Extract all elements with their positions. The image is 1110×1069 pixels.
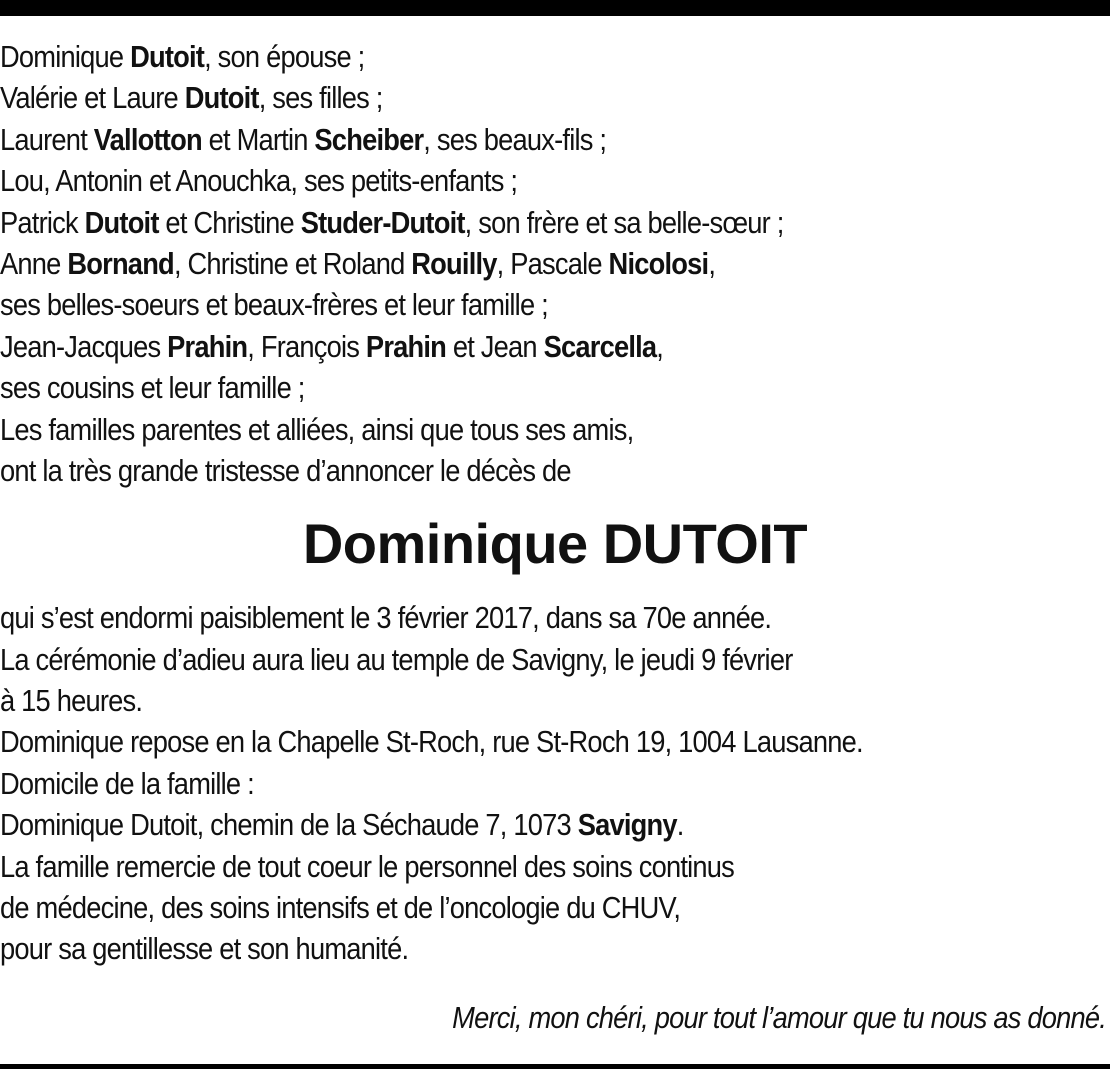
text-segment: , ses beaux-fils ;: [423, 121, 607, 157]
bold-name: Prahin: [167, 328, 248, 364]
text-segment: Dominique repose en la Chapelle St-Roch, rue St-Roch 19, 1004 Lausanne.: [0, 724, 863, 760]
bold-name: Dutoit: [130, 39, 205, 74]
bold-name: Nicolosi: [608, 245, 709, 281]
text-segment: , son épouse ;: [204, 39, 365, 74]
bold-name: Scheiber: [314, 121, 424, 157]
top-rule: [0, 0, 1110, 16]
text-segment: , son frère et sa belle-sœur ;: [464, 204, 784, 240]
family-list: [0, 36, 1110, 491]
text-segment: Patrick: [0, 204, 85, 240]
bold-name: Dutoit: [184, 80, 259, 116]
detail-line: [0, 680, 977, 721]
text-segment: Dominique Dutoit, chemin de la Séchaude 7, 1073: [0, 807, 578, 843]
notice-details: [0, 597, 1110, 970]
detail-line: [0, 721, 977, 762]
text-segment: ,: [708, 245, 716, 281]
detail-line: [0, 846, 977, 887]
detail-line: [0, 928, 977, 969]
text-segment: , ses filles ;: [258, 80, 383, 116]
family-line: [0, 367, 977, 408]
text-segment: à 15 heures.: [0, 683, 143, 719]
detail-line: [0, 763, 977, 804]
text-segment: ,: [656, 328, 664, 364]
text-segment: Domicile de la famille :: [0, 765, 254, 801]
family-line: [0, 119, 977, 160]
text-segment: pour sa gentillesse et son humanité.: [0, 931, 409, 967]
bold-name: Rouilly: [411, 245, 497, 281]
family-line: [0, 326, 977, 367]
deceased-name: Dominique DUTOIT: [302, 512, 808, 576]
family-line: [0, 36, 977, 77]
text-segment: Valérie et Laure: [0, 80, 185, 116]
text-segment: de médecine, des soins intensifs et de l’oncologie du CHUV,: [0, 890, 681, 926]
text-segment: La famille remercie de tout coeur le personnel des soins continus: [0, 848, 735, 884]
family-line: [0, 160, 977, 201]
text-segment: et Jean: [446, 328, 544, 364]
death-notice: [0, 36, 1110, 970]
bold-name: Prahin: [365, 328, 447, 364]
closing-message: Merci, mon chéri, pour tout l’amour que tu nous as donné.: [452, 1000, 1106, 1035]
family-line: [0, 77, 977, 118]
text-segment: , Christine et Roland: [173, 245, 412, 281]
text-segment: et Martin: [201, 121, 315, 157]
text-segment: Laurent: [0, 121, 94, 157]
text-segment: Lou, Antonin et Anouchka, ses petits-enfants ;: [0, 163, 518, 199]
text-segment: Les familles parentes et alliées, ainsi que tous ses amis,: [0, 411, 634, 447]
family-line: [0, 202, 977, 243]
family-line: [0, 409, 977, 450]
family-line: [0, 284, 977, 325]
text-segment: ont la très grande tristesse d’annoncer le décès de: [0, 452, 571, 488]
detail-line: [0, 887, 977, 928]
text-segment: qui s’est endormi paisiblement le 3 février 2017, dans sa 70e année.: [0, 600, 772, 636]
detail-line: [0, 804, 977, 845]
bottom-rule: [0, 1064, 1110, 1069]
family-line: [0, 450, 977, 491]
bold-name: Savigny: [577, 807, 677, 843]
detail-line: [0, 639, 977, 680]
bold-name: Dutoit: [84, 204, 159, 240]
text-segment: , Pascale: [496, 245, 609, 281]
bold-name: Bornand: [67, 245, 174, 281]
text-segment: ses cousins et leur famille ;: [0, 370, 305, 406]
text-segment: et Christine: [158, 204, 301, 240]
text-segment: Dominique: [0, 39, 131, 74]
text-segment: Anne: [0, 245, 68, 281]
bold-name: Vallotton: [93, 121, 202, 157]
text-segment: .: [676, 807, 684, 843]
bold-name: Studer-Dutoit: [300, 204, 465, 240]
text-segment: ses belles-soeurs et beaux-frères et leur famille ;: [0, 287, 548, 323]
family-line: [0, 243, 977, 284]
bold-name: Scarcella: [543, 328, 657, 364]
detail-line: [0, 597, 977, 638]
text-segment: , François: [247, 328, 366, 364]
text-segment: Jean-Jacques: [0, 328, 168, 364]
text-segment: La cérémonie d’adieu aura lieu au temple de Savigny, le jeudi 9 février: [0, 641, 793, 677]
